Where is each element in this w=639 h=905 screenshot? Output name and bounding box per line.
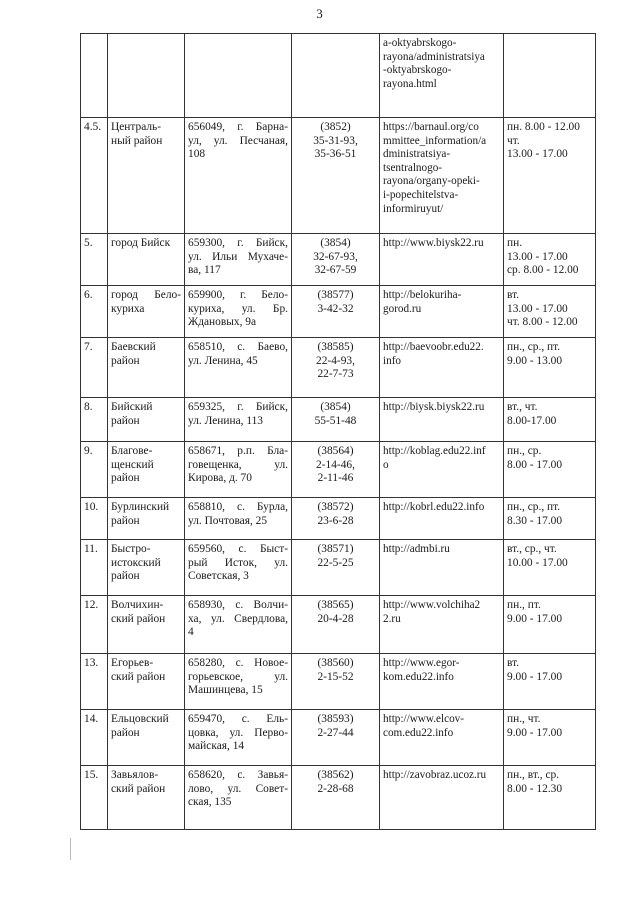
cell-district	[108, 398, 185, 442]
cell-address-line: 659900, г. Бело-	[188, 289, 288, 301]
cell-address-line: ха, ул. Свердлова,	[188, 612, 288, 625]
cell-address-line: рый Исток, ул.	[188, 556, 288, 569]
cell-district-line: Волчихин-	[111, 599, 164, 611]
cell-address	[185, 540, 292, 596]
cell-website-line: rayona/administratsiya	[383, 50, 485, 63]
cell-website-line: gorod.ru	[383, 302, 422, 315]
table-row	[81, 442, 596, 498]
cell-website	[380, 338, 504, 398]
cell-website	[380, 34, 504, 118]
cell-website	[380, 766, 504, 830]
table-row	[81, 498, 596, 540]
cell-number: 8.	[81, 398, 108, 442]
cell-district-line: район	[111, 472, 140, 485]
cell-website-line: info	[383, 354, 402, 367]
cell-website	[380, 498, 504, 540]
cell-website	[380, 596, 504, 654]
cell-district	[108, 34, 185, 118]
cell-website-line: 2.ru	[383, 612, 401, 625]
cell-phone-line: (38560)	[317, 657, 354, 669]
page-number: 3	[316, 6, 323, 21]
cell-address-line: цовка, ул. Перво-	[188, 726, 288, 739]
cell-district-line: район	[111, 726, 140, 739]
cell-hours-line: 10.00 - 17.00	[507, 556, 568, 569]
cell-hours	[504, 234, 596, 286]
cell-district-line: город Бийск	[111, 237, 171, 249]
cell-district-line: Бийский	[111, 401, 153, 413]
cell-hours-line: 9.00 - 17.00	[507, 670, 563, 683]
cell-address-line: 658510, с. Баево,	[188, 341, 288, 353]
cell-phone-line: (38564)	[317, 445, 354, 457]
cell-number: 13.	[81, 654, 108, 710]
cell-phone-line: 32-67-59	[314, 264, 357, 277]
cell-hours	[504, 118, 596, 234]
cell-website-line: http://admbi.ru	[383, 543, 450, 555]
cell-address-line: ул. Ленина, 45	[188, 354, 258, 367]
cell-district	[108, 118, 185, 234]
cell-website-line: rayona.html	[383, 77, 437, 90]
cell-district-line: истокский	[111, 556, 161, 569]
cell-hours-line: пн., пт.	[507, 599, 541, 611]
cell-number: 4.5.	[81, 118, 108, 234]
cell-hours	[504, 442, 596, 498]
cell-address	[185, 596, 292, 654]
cell-hours	[504, 654, 596, 710]
cell-address-line: 4	[188, 626, 194, 639]
margin-mark	[70, 838, 71, 860]
cell-phone-line: 35-36-51	[314, 148, 357, 161]
cell-website-line: http://belokuriha-	[383, 289, 462, 301]
table-row	[81, 118, 596, 234]
cell-hours-line: 13.00 - 17.00	[507, 250, 568, 263]
cell-address-line: ул. Почтовая, 25	[188, 514, 268, 527]
cell-address-line: 658280, с. Новое-	[188, 657, 288, 669]
cell-address-line: куриха, ул. Бр.	[188, 302, 288, 315]
cell-number: 15.	[81, 766, 108, 830]
cell-district-line: район	[111, 514, 140, 527]
cell-website-line: http://zavobraz.ucoz.ru	[383, 769, 487, 781]
cell-phone-line: 22-4-93,	[316, 354, 355, 367]
cell-phone-line: 32-67-93,	[313, 250, 358, 263]
cell-phone	[292, 442, 380, 498]
cell-number: 10.	[81, 498, 108, 540]
cell-address	[185, 654, 292, 710]
cell-website-line: mmittee_information/a	[383, 134, 487, 147]
cell-district-line: Благове-	[111, 445, 153, 457]
cell-phone-line: (38571)	[317, 543, 354, 555]
cell-website-line: kom.edu22.info	[383, 670, 454, 683]
cell-phone	[292, 498, 380, 540]
cell-phone-line: (38572)	[317, 501, 354, 513]
table-row	[81, 766, 596, 830]
cell-website-line: -oktyabrskogo-	[383, 64, 452, 77]
cell-district-line: район	[111, 414, 140, 427]
cell-website-line: informiruyut/	[383, 202, 444, 215]
cell-website	[380, 398, 504, 442]
cell-website	[380, 540, 504, 596]
cell-phone-line: 2-14-46,	[316, 458, 355, 471]
cell-hours-line: вт.	[507, 289, 520, 301]
cell-address-line: горьевское, ул.	[188, 670, 288, 683]
cell-hours-line: вт., чт.	[507, 401, 538, 413]
cell-phone	[292, 234, 380, 286]
cell-website-line: http://www.egor-	[383, 657, 460, 669]
cell-district-line: куриха	[111, 302, 145, 315]
cell-hours-line: 13.00 - 17.00	[507, 302, 568, 315]
cell-number: 7.	[81, 338, 108, 398]
cell-address	[185, 118, 292, 234]
cell-phone-line: 35-31-93,	[313, 134, 358, 147]
cell-website-line: http://koblag.edu22.inf	[383, 445, 486, 457]
cell-district-line: Ельцовский	[111, 713, 169, 725]
cell-website-line: tsentralnogo-	[383, 161, 443, 174]
cell-phone-line: (3854)	[320, 401, 351, 413]
cell-hours-line: пн., ср., пт.	[507, 341, 561, 353]
cell-hours	[504, 710, 596, 766]
cell-address-line: 659325, г. Бийск,	[188, 401, 288, 413]
cell-district-line: Централь-	[111, 121, 162, 133]
cell-hours-line: 8.30 - 17.00	[507, 514, 563, 527]
cell-district	[108, 540, 185, 596]
cell-phone	[292, 118, 380, 234]
cell-phone-line: 2-15-52	[317, 670, 354, 683]
cell-website-line: rayona/organy-opeki-	[383, 175, 480, 188]
cell-phone-line: (38577)	[317, 289, 354, 301]
cell-hours	[504, 766, 596, 830]
cell-hours	[504, 286, 596, 338]
cell-address	[185, 710, 292, 766]
cell-phone-line: (38565)	[317, 599, 354, 611]
cell-address-line: ская, 135	[188, 796, 232, 809]
cell-address-line: говещенка, ул.	[188, 458, 288, 471]
cell-district-line: Баевский	[111, 341, 156, 353]
cell-phone-line: (3852)	[320, 121, 351, 133]
cell-district-line: ский район	[111, 670, 166, 683]
cell-address	[185, 498, 292, 540]
cell-address-line: Ждановых, 9а	[188, 316, 257, 329]
cell-hours-line: 8.00 - 17.00	[507, 458, 563, 471]
cell-phone	[292, 710, 380, 766]
table-row	[81, 34, 596, 118]
cell-website-line: http://www.elcov-	[383, 713, 464, 725]
cell-hours	[504, 398, 596, 442]
cell-phone-line: (38562)	[317, 769, 354, 781]
cell-hours-line: чт.	[507, 134, 520, 147]
cell-hours-line: ср. 8.00 - 12.00	[507, 264, 579, 277]
cell-hours-line: пн., вт., ср.	[507, 769, 560, 781]
cell-website	[380, 710, 504, 766]
table-row	[81, 540, 596, 596]
cell-number: 6.	[81, 286, 108, 338]
cell-website-line: i-popechitelstva-	[383, 188, 459, 201]
cell-address-line: ул, ул. Песчаная,	[188, 134, 288, 147]
cell-phone-line: (3854)	[320, 237, 351, 249]
cell-hours-line: пн.	[507, 237, 523, 249]
cell-hours-line: пн., чт.	[507, 713, 541, 725]
cell-hours	[504, 540, 596, 596]
cell-district	[108, 766, 185, 830]
cell-phone-line: 2-27-44	[317, 726, 354, 739]
cell-phone	[292, 398, 380, 442]
cell-website-line: http://baevoobr.edu22.	[383, 341, 484, 353]
table-row	[81, 234, 596, 286]
cell-address-line: 658930, с. Волчи-	[188, 599, 288, 611]
cell-address-line: ул. Ильи Мухаче-	[188, 250, 288, 263]
cell-address-line: 659560, с. Быст-	[188, 543, 288, 555]
cell-address-line: 656049, г. Барна-	[188, 121, 288, 133]
cell-district-line: ский район	[111, 612, 166, 625]
cell-hours-line: пн., ср., пт.	[507, 501, 561, 513]
cell-hours-line: 13.00 - 17.00	[507, 148, 568, 161]
cell-district	[108, 338, 185, 398]
cell-district	[108, 498, 185, 540]
cell-hours	[504, 596, 596, 654]
cell-address	[185, 442, 292, 498]
cell-number: 14.	[81, 710, 108, 766]
cell-hours	[504, 34, 596, 118]
cell-phone	[292, 286, 380, 338]
cell-hours-line: 9.00 - 17.00	[507, 612, 563, 625]
cell-address-line: Кирова, д. 70	[188, 472, 252, 485]
cell-phone-line: 22-7-73	[317, 368, 354, 381]
cell-district-line: город Бело-	[111, 289, 181, 301]
cell-hours	[504, 498, 596, 540]
cell-hours-line: 8.00 - 12.30	[507, 782, 563, 795]
cell-address	[185, 234, 292, 286]
cell-phone-line: 55-51-48	[314, 414, 357, 427]
cell-address-line: 659300, г. Бийск,	[188, 237, 288, 249]
cell-district	[108, 234, 185, 286]
table-row	[81, 286, 596, 338]
cell-hours-line: вт., ср., чт.	[507, 543, 557, 555]
cell-address	[185, 398, 292, 442]
cell-hours-line: 9.00 - 13.00	[507, 354, 563, 367]
cell-district-line: ский район	[111, 782, 166, 795]
table-row	[81, 338, 596, 398]
cell-website-line: o	[383, 458, 389, 471]
cell-hours-line: пн. 8.00 - 12.00	[507, 121, 580, 133]
cell-district	[108, 654, 185, 710]
cell-district-line: Егорьев-	[111, 657, 154, 669]
cell-phone-line: 2-11-46	[317, 472, 354, 485]
cell-website-line: dministratsiya-	[383, 148, 451, 161]
cell-district-line: ный район	[111, 134, 163, 147]
cell-website	[380, 286, 504, 338]
table-row	[81, 710, 596, 766]
cell-phone-line: (38593)	[317, 713, 354, 725]
cell-website-line: http://www.biysk22.ru	[383, 237, 484, 249]
cell-website-line: a-oktyabrskogo-	[383, 37, 457, 49]
cell-address-line: майская, 14	[188, 740, 245, 753]
cell-hours-line: 9.00 - 17.00	[507, 726, 563, 739]
cell-website	[380, 118, 504, 234]
contacts-table	[80, 33, 596, 830]
cell-website-line: https://barnaul.org/co	[383, 121, 479, 133]
cell-phone-line: 3-42-32	[317, 302, 354, 315]
cell-district-line: Завьялов-	[111, 769, 159, 781]
cell-website-line: http://www.volchiha2	[383, 599, 481, 611]
cell-website	[380, 654, 504, 710]
cell-phone	[292, 34, 380, 118]
cell-address-line: 658620, с. Завья-	[188, 769, 288, 781]
cell-address-line: Машинцева, 15	[188, 684, 263, 697]
cell-phone	[292, 654, 380, 710]
cell-website-line: http://kobrl.edu22.info	[383, 501, 485, 513]
cell-address	[185, 286, 292, 338]
cell-district-line: район	[111, 570, 140, 583]
cell-phone-line: 2-28-68	[317, 782, 354, 795]
cell-address-line: ул. Ленина, 113	[188, 414, 263, 427]
cell-district-line: Бурлинский	[111, 501, 170, 513]
cell-address	[185, 766, 292, 830]
cell-district	[108, 286, 185, 338]
cell-address-line: 658810, с. Бурла,	[188, 501, 288, 513]
cell-phone	[292, 338, 380, 398]
cell-number: 12.	[81, 596, 108, 654]
cell-address-line: 658671, р.п. Бла-	[188, 445, 288, 457]
cell-phone	[292, 540, 380, 596]
cell-website-line: com.edu22.info	[383, 726, 454, 739]
cell-address	[185, 338, 292, 398]
cell-district	[108, 710, 185, 766]
cell-phone	[292, 766, 380, 830]
cell-address-line: 108	[188, 148, 206, 161]
cell-district-line: щенский	[111, 458, 154, 471]
cell-phone	[292, 596, 380, 654]
cell-address-line: 659470, с. Ель-	[188, 713, 288, 725]
table-row	[81, 654, 596, 710]
table-row	[81, 596, 596, 654]
cell-number	[81, 34, 108, 118]
cell-phone-line: 23-6-28	[317, 514, 354, 527]
cell-district	[108, 596, 185, 654]
cell-phone-line: (38585)	[317, 341, 354, 353]
cell-number: 5.	[81, 234, 108, 286]
cell-website-line: http://biysk.biysk22.ru	[383, 401, 485, 413]
cell-hours-line: 8.00-17.00	[507, 414, 557, 427]
table-row	[81, 398, 596, 442]
contacts-table-body	[81, 34, 596, 830]
cell-phone-line: 20-4-28	[317, 612, 354, 625]
cell-address-line: лово, ул. Совет-	[188, 782, 288, 795]
cell-number: 11.	[81, 540, 108, 596]
cell-phone-line: 22-5-25	[317, 556, 354, 569]
cell-hours-line: пн., ср.	[507, 445, 542, 457]
cell-district-line: Быстро-	[111, 543, 151, 555]
cell-number: 9.	[81, 442, 108, 498]
cell-website	[380, 234, 504, 286]
cell-hours	[504, 338, 596, 398]
cell-address	[185, 34, 292, 118]
cell-address-line: ва, 117	[188, 264, 221, 277]
cell-website	[380, 442, 504, 498]
cell-hours-line: вт.	[507, 657, 520, 669]
cell-district	[108, 442, 185, 498]
cell-hours-line: чт. 8.00 - 12.00	[507, 316, 578, 329]
cell-address-line: Советская, 3	[188, 570, 249, 583]
cell-district-line: район	[111, 354, 140, 367]
